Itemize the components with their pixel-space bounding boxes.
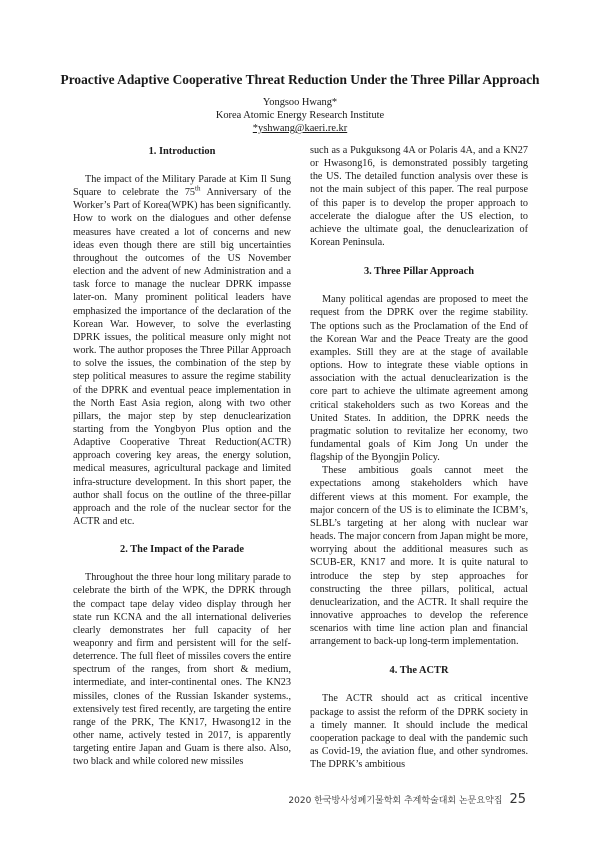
intro-text-b: Anniversary of the Worker’s Part of Korea(WPK) has been significantly. How to work on the dialogues and other defense measures have created a lot of concerns and new ideas even though there are still big uncertainties throughout the outcomes of the US November election and the advent of new Administration and a task force to manage the nuclear DPRK impasse later-on. Many prominent political leaders have emphasized the importance of the declaration of the Korean War. However, to solve the everlasting DPRK issues, the political measure only might not work. The author proposes the Three Pillar Approach to solve the issues, the combination of the step by step political measures to assure the regime stability of the DPRK and eventual peace implementation in the North East Asia region, along with two other pillars, the major step by step denuclearization starting from the Yongbyon Plus option and the Adaptive Cooperative Threat Reduction(ACTR) approach covering key areas, the energy solution, medical measures, agricultural package and limited infra-structure development. In this short paper, the author shall focus on the outline of the three-pillar approach and the role of the nuclear sector for the ACTR and etc. [73,187,291,528]
author-email[interactable]: *yshwang@kaeri.re.kr [252,123,348,134]
section-heading-parade: 2. The Impact of the Parade [120,544,244,556]
section-heading-introduction: 1. Introduction [148,146,216,157]
right-column [310,144,528,771]
byline [0,96,600,135]
page-number: 25 [509,792,526,807]
intro-superscript: th [195,184,201,193]
intro-text-a: The impact of the Military Parade at Kim Il Sung Square to celebrate the 75 [73,174,291,199]
continued-paragraph: such as a Pukguksong 4A or Polaris 4A, and a KN27 or Hwasong16, is demonstrated possibly targeting the US. The detailed function analysis over these is not the main subject of this paper. The real purpose of this paper is to develop the proper approach to accelerate the dialogue after the US election, to achieve the ultimate goal, the denuclearization of Korean Peninsula. [310,145,528,249]
page-footer [288,792,526,807]
author-affiliation: Korea Atomic Energy Research Institute [215,110,385,121]
actr-paragraph: The ACTR should act as critical incentive package to assist the reform of the DPRK society in a timely manner. It should include the medical cooperation package to deal with the pandemic such as Covid-19, the aviation flue, and other syndromes. The DPRK’s ambitious [310,693,528,771]
section-heading-three-pillar: 3. Three Pillar Approach [363,266,475,278]
conference-name: 2020 한국방사성폐기물학회 추계학술대회 논문요약집 [288,796,503,806]
section-heading-actr: 4. The ACTR [389,665,449,677]
parade-paragraph: Throughout the three hour long military parade to celebrate the birth of the WPK, the DPRK through the compact tape delay video display through her state run KCNA and the all international deliveries clearly demonstrates her full capacity of her weaponry and firm and persistent will for the self-deterrence. The full fleet of missiles covers the entire spectrum of the ranges, from short & medium, intermediate, and inter-continental ones. The KN23 missiles, clones of the Russian Iskander systems., extensively test fired recently, are targeting the entire range of the PRK, The KN17, Hwasong12 in the other name, actively tested in 2017, is apparently targeting entire Japan and Guam is there also. Also, two black and while colored new missiles [73,572,291,768]
pillar-paragraph-1: Many political agendas are proposed to meet the request from the DPRK over the regime stability. The options such as the Proclamation of the End of the Korean War and the Peace Treaty are the good examples. Still they are at the stage of available options. How to integrate these viable options in association with the actual denuclearization is the core part to achieve the ultimate agreement among critical stakeholders such as two Koreas and the United States. In addition, the DPRK needs the pragmatic solution to revitalize her economy, two fundamental goals of Kim Jong Un under the flagship of the Byongjin Policy. [310,294,528,464]
author-name: Yongsoo Hwang* [262,97,338,108]
introduction-paragraph [73,173,291,528]
paper-title: Proactive Adaptive Cooperative Threat Reduction Under the Three Pillar Approach [60,72,540,87]
pillar-paragraph-2: These ambitious goals cannot meet the expectations among stakeholders which have different views at this moment. For example, the major concern of the US is to eliminate the ICBM’s, SLBL’s targeting at her along with nuclear war heads. The major concern from Japan might be more, worrying about the additional measures such as SCUB-ER, KN17 and more. It is quite natural to introduce the step by step approaches for constructing the three pillars, political, actual denuclearization, and the ACTR. It shall require the innovative approaches to develop the reference scenarios with time line action plan and financial arrangement to back-up long-term implementation. [310,465,528,648]
left-column [73,145,291,769]
